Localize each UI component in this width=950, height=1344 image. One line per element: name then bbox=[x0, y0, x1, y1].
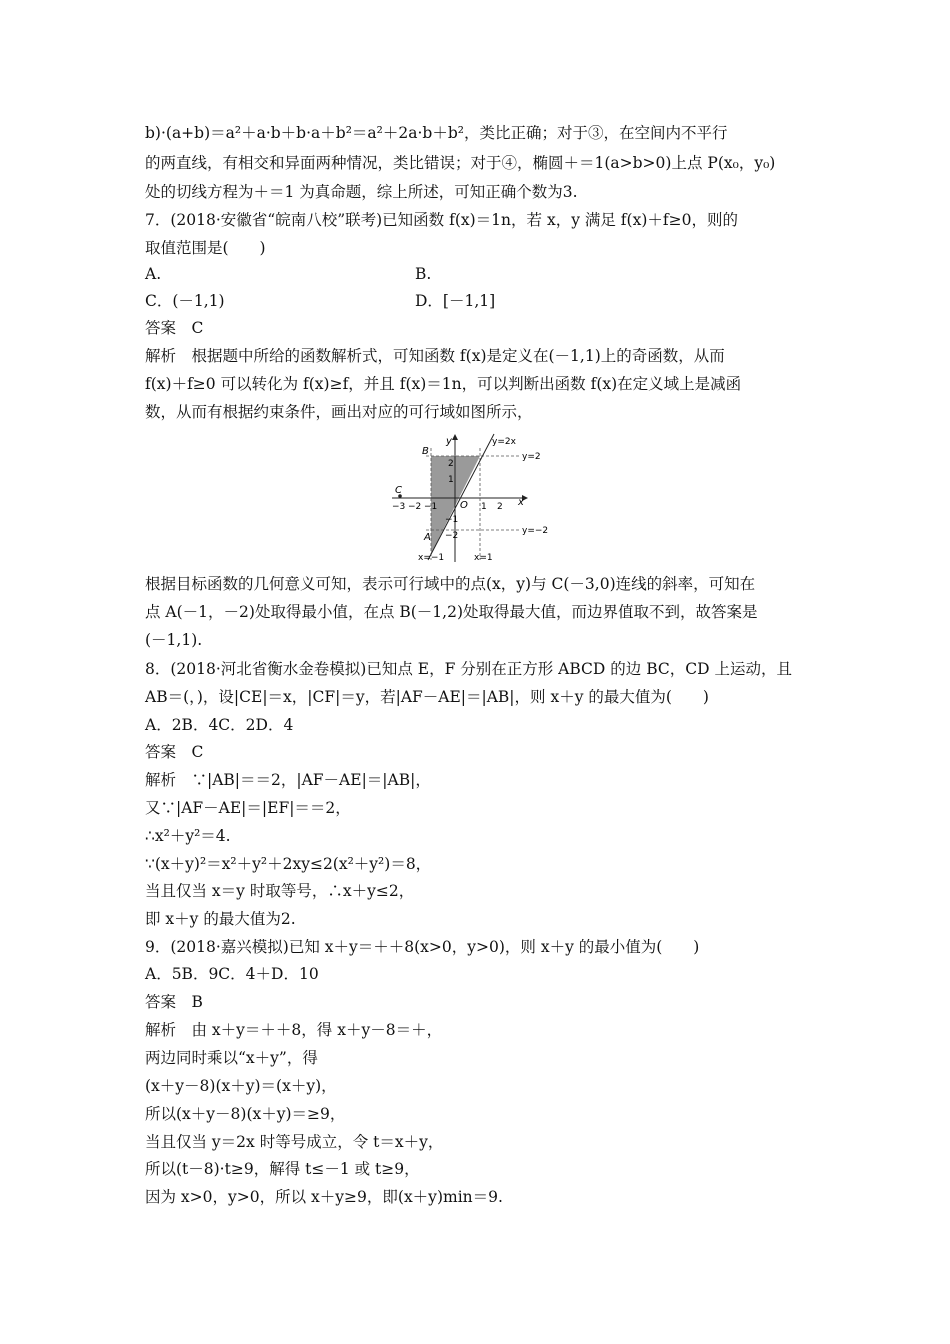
question-9-stem: 9．(2018·嘉兴模拟)已知 x＋y＝＋＋8(x>0，y>0)，则 x＋y 的最小值为( ) bbox=[145, 938, 700, 956]
label-y-axis: y bbox=[446, 436, 452, 447]
label-x-minus-1: x=−1 bbox=[418, 553, 445, 563]
option-b: B. bbox=[415, 265, 432, 283]
text-line: 取值范围是( ) bbox=[145, 239, 266, 257]
label-a: A bbox=[424, 532, 431, 543]
text-line: AB＝(，)，设|CE|＝x，|CF|＝y，若|AF－AE|＝|AB|，则 x＋y 的最大值为( ) bbox=[145, 688, 709, 706]
solution-line: 即 x＋y 的最大值为2. bbox=[145, 910, 296, 928]
question-8-stem: 8．(2018·河北省衡水金卷模拟)已知点 E，F 分别在正方形 ABCD 的边 BC，CD 上运动，且 bbox=[145, 660, 792, 678]
y-axis-arrow bbox=[452, 434, 458, 440]
tick-x-1: 1 bbox=[481, 502, 487, 512]
solution-line: 当且仅当 x＝y 时取等号，∴x＋y≤2， bbox=[145, 882, 415, 900]
solution-line: 解析 ∵|AB|＝＝2，|AF－AE|＝|AB|， bbox=[145, 771, 431, 789]
solution-line: 所以(x＋y－8)(x＋y)＝≥9， bbox=[145, 1105, 346, 1123]
tick-y-minus-2: −2 bbox=[445, 531, 459, 541]
solution-line: 当且仅当 y＝2x 时等号成立，令 t＝x＋y， bbox=[145, 1133, 444, 1151]
label-y-2: y=2 bbox=[522, 452, 541, 462]
answer-label: 答案 C bbox=[145, 743, 204, 761]
tick-x-minus-3: −3 bbox=[392, 502, 406, 512]
question-7-stem: 7．(2018·安徽省“皖南八校”联考)已知函数 f(x)＝1n，若 x，y 满足 f(x)＋f≥0，则的 bbox=[145, 211, 738, 229]
text-line: 的两直线，有相交和异面两种情况，类比错误；对于④，椭圆＋＝1(a>b>0)上点 P(x₀，y₀) bbox=[145, 154, 776, 172]
question-8-options: A．2B．4C．2D．4 bbox=[145, 716, 294, 734]
tick-x-2: 2 bbox=[497, 502, 503, 512]
solution-line: 两边同时乘以“x＋y”，得 bbox=[145, 1049, 318, 1067]
solution-line: ∴x²＋y²＝4. bbox=[145, 827, 231, 845]
text-line: (－1,1). bbox=[145, 631, 203, 649]
solution-line: (x＋y－8)(x＋y)＝(x＋y)， bbox=[145, 1077, 337, 1095]
option-d: D．[－1,1] bbox=[415, 292, 496, 310]
label-b: B bbox=[422, 446, 429, 457]
solution-line: 所以(t－8)·t≥9，解得 t≤－1 或 t≥9， bbox=[145, 1160, 420, 1178]
tick-y-2: 2 bbox=[448, 459, 454, 469]
feasible-region-figure bbox=[388, 432, 568, 564]
label-x-1: x=1 bbox=[474, 553, 493, 563]
solution-line: 又∵|AF－AE|＝|EF|＝＝2， bbox=[145, 799, 351, 817]
tick-y-minus-1: −1 bbox=[445, 515, 459, 525]
solution-line: 解析 根据题中所给的函数解析式，可知函数 f(x)是定义在(－1,1)上的奇函数，从而 bbox=[145, 347, 725, 365]
label-c: C bbox=[395, 485, 402, 496]
label-y-minus-2: y=−2 bbox=[522, 526, 549, 536]
option-c: C．(－1,1) bbox=[145, 292, 225, 310]
answer-label: 答案 B bbox=[145, 993, 203, 1011]
answer-label: 答案 C bbox=[145, 319, 204, 337]
label-x-axis: x bbox=[518, 497, 524, 508]
tick-x-minus-2: −2 bbox=[408, 502, 422, 512]
option-a: A. bbox=[145, 265, 162, 283]
solution-line: 解析 由 x＋y＝＋＋8，得 x＋y－8＝＋， bbox=[145, 1021, 443, 1039]
solution-line: 数，从而有根据约束条件，画出对应的可行域如图所示， bbox=[145, 403, 533, 421]
text-line: 点 A(－1，－2)处取得最小值，在点 B(－1,2)处取得最大值，而边界值取不到，故答案是 bbox=[145, 603, 758, 621]
tick-y-1: 1 bbox=[448, 475, 454, 485]
solution-line: 因为 x>0，y>0，所以 x＋y≥9，即(x＋y)min＝9. bbox=[145, 1188, 503, 1206]
text-line: 根据目标函数的几何意义可知，表示可行域中的点(x，y)与 C(－3,0)连线的斜率，可知在 bbox=[145, 575, 756, 593]
solution-line: f(x)＋f≥0 可以转化为 f(x)≥f，并且 f(x)＝1n，可以判断出函数 f(x)在定义域上是减函 bbox=[145, 375, 742, 393]
text-line: 处的切线方程为＋＝1 为真命题，综上所述，可知正确个数为3. bbox=[145, 183, 578, 201]
solution-line: ∵(x＋y)²＝x²＋y²＋2xy≤2(x²＋y²)＝8， bbox=[145, 855, 432, 873]
label-origin: O bbox=[460, 500, 468, 511]
label-y-2x: y=2x bbox=[492, 437, 516, 447]
question-9-options: A．5B．9C．4＋D．10 bbox=[145, 965, 319, 983]
tick-x-minus-1: −1 bbox=[424, 502, 438, 512]
text-line: b)·(a+b)＝a²＋a·b＋b·a＋b²＝a²＋2a·b＋b²，类比正确；对于③，在空间内不平行 bbox=[145, 124, 728, 142]
